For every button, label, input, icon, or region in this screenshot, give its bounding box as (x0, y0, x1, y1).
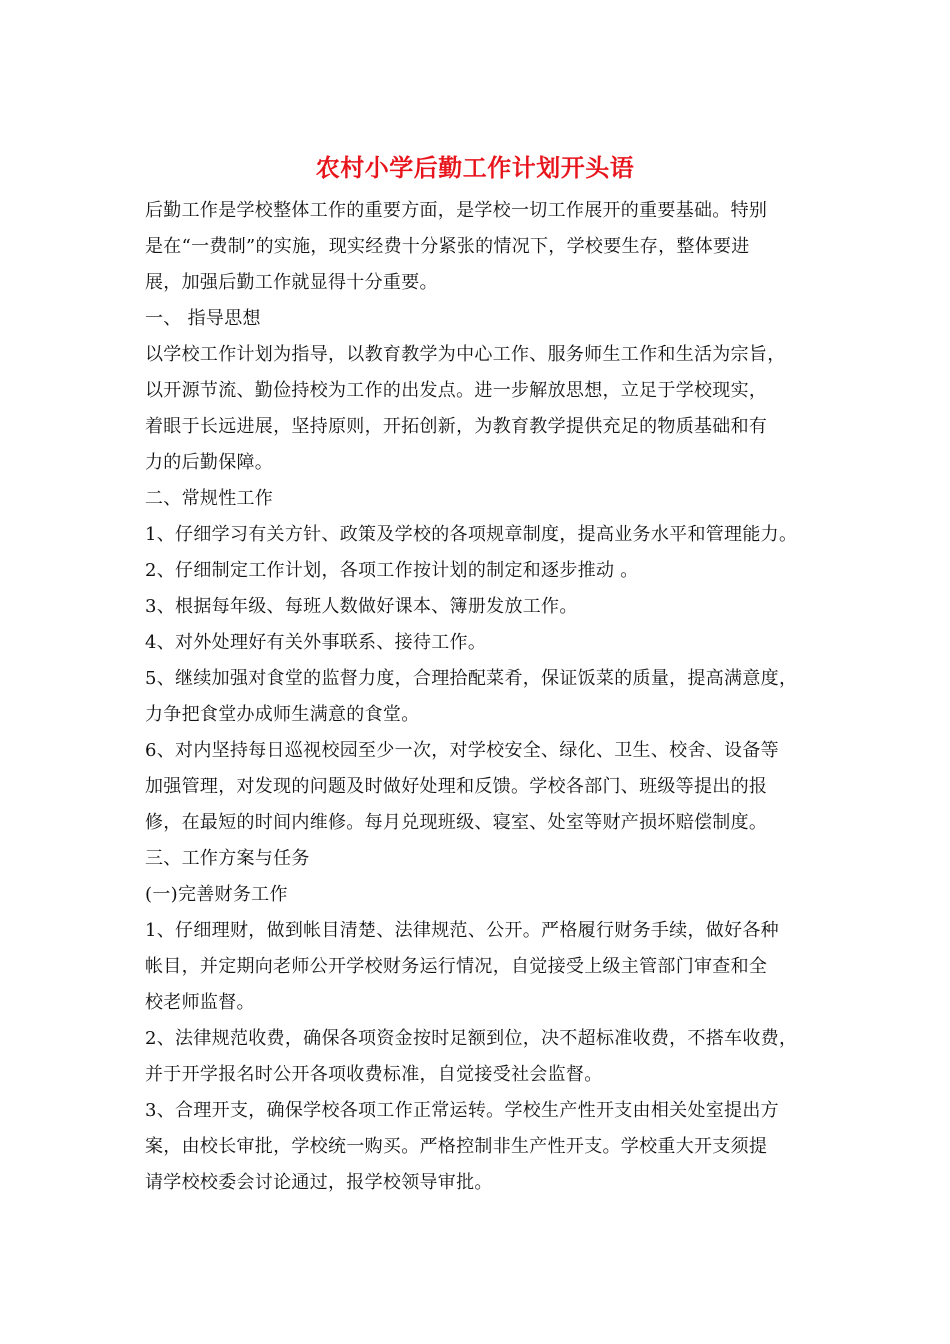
list-item: 2、法律规范收费，确保各项资金按时足额到位，决不超标准收费，不搭车收费， (145, 1028, 798, 1049)
document-body (145, 193, 825, 1201)
section-heading: 二、常规性工作 (145, 488, 274, 509)
text-line: 帐目，并定期向老师公开学校财务运行情况，自觉接受上级主管部门审查和全 (145, 956, 768, 977)
subsection-heading: (一)完善财务工作 (145, 884, 288, 905)
list-item: 1、仔细学习有关方针、政策及学校的各项规章制度，提高业务水平和管理能力。 (145, 524, 798, 545)
text-line: 着眼于长远进展，坚持原则，开拓创新，为教育教学提供充足的物质基础和有 (145, 416, 768, 437)
text-line: 加强管理，对发现的问题及时做好处理和反馈。学校各部门、班级等提出的报 (145, 776, 768, 797)
text-line: 案，由校长审批，学校统一购买。严格控制非生产性开支。学校重大开支须提 (145, 1136, 768, 1157)
text-line: 力的后勤保障。 (145, 452, 274, 473)
text-line: 以开源节流、勤俭持校为工作的出发点。进一步解放思想，立足于学校现实， (145, 380, 768, 401)
text-line: 展，加强后勤工作就显得十分重要。 (145, 272, 438, 293)
list-item: 5、继续加强对食堂的监督力度，合理拾配菜肴，保证饭菜的质量，提高满意度， (145, 668, 798, 689)
list-item: 4、对外处理好有关外事联系、接待工作。 (145, 632, 487, 653)
list-item: 2、仔细制定工作计划，各项工作按计划的制定和逐步推动 。 (145, 560, 639, 581)
text-line: 后勤工作是学校整体工作的重要方面，是学校一切工作展开的重要基础。特别 (145, 200, 768, 221)
text-line: 校老师监督。 (145, 992, 255, 1013)
text-line: 是在“一费制”的实施，现实经费十分紧张的情况下，学校要生存，整体要进 (145, 236, 750, 257)
text-line: 以学校工作计划为指导，以教育教学为中心工作、服务师生工作和生活为宗旨， (145, 344, 786, 365)
text-line: 修，在最短的时间内维修。每月兑现班级、寝室、处室等财产损坏赔偿制度。 (145, 812, 768, 833)
list-item: 3、根据每年级、每班人数做好课本、簿册发放工作。 (145, 596, 578, 617)
text-line: 请学校校委会讨论通过，报学校领导审批。 (145, 1172, 493, 1193)
text-line: 力争把食堂办成师生满意的食堂。 (145, 704, 420, 725)
list-item: 6、对内坚持每日巡视校园至少一次，对学校安全、绿化、卫生、校舍、设备等 (145, 740, 779, 761)
document-title: 农村小学后勤工作计划开头语 (315, 153, 635, 182)
section-heading: 三、工作方案与任务 (145, 848, 310, 869)
list-item: 3、合理开支，确保学校各项工作正常运转。学校生产性开支由相关处室提出方 (145, 1100, 779, 1121)
list-item: 1、仔细理财，做到帐目清楚、法律规范、公开。严格履行财务手续，做好各种 (145, 920, 779, 941)
text-line: 并于开学报名时公开各项收费标准，自觉接受社会监督。 (145, 1064, 603, 1085)
section-heading: 一、 指导思想 (145, 308, 261, 329)
